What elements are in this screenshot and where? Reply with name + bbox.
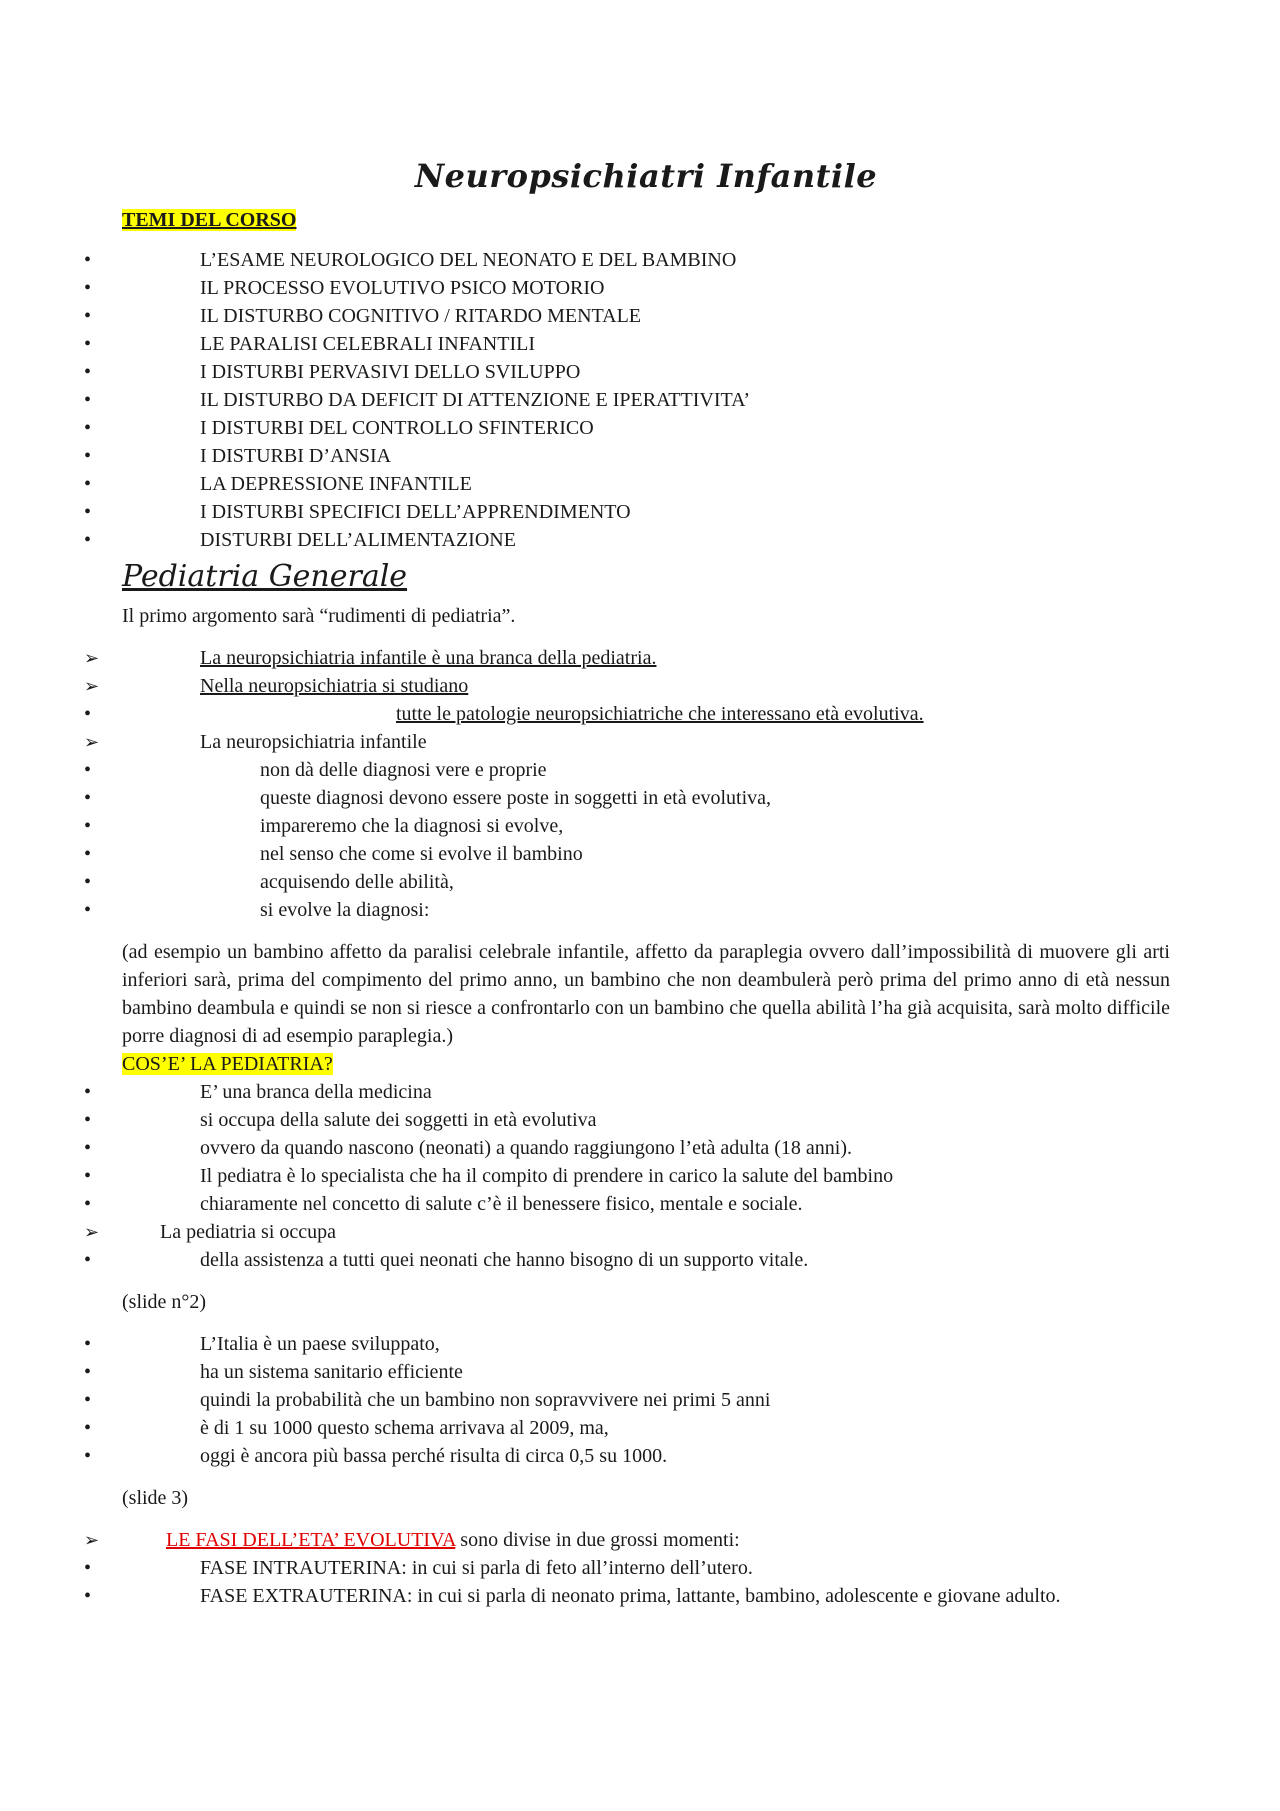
list-item: • acquisendo delle abilità,	[122, 868, 1170, 896]
spacer	[122, 1274, 1170, 1288]
list-item: • L’Italia è un paese sviluppato,	[122, 1330, 1170, 1358]
pediatria-list	[122, 644, 1170, 924]
list-item: • della assistenza a tutti quei neonati che hanno bisogno di un supporto vitale.	[122, 1246, 1170, 1274]
list-item: • I DISTURBI SPECIFICI DELL’APPRENDIMENTO	[122, 498, 1170, 526]
list-item: • I DISTURBI DEL CONTROLLO SFINTERICO	[122, 414, 1170, 442]
intro-text: Il primo argomento sarà “rudimenti di pediatria”.	[122, 605, 516, 627]
list-item: • E’ una branca della medicina	[122, 1078, 1170, 1106]
cose-list	[122, 1078, 1170, 1274]
list-item: ➢ La neuropsichiatria infantile	[122, 728, 1170, 756]
slide2-label: (slide n°2)	[122, 1291, 207, 1313]
list-item: • ovvero da quando nascono (neonati) a quando raggiungono l’età adulta (18 anni).	[122, 1134, 1170, 1162]
slide3-label: (slide 3)	[122, 1487, 189, 1509]
list-item: • non dà delle diagnosi vere e proprie	[122, 756, 1170, 784]
slide2-list	[122, 1330, 1170, 1470]
list-item: • oggi è ancora più bassa perché risulta di circa 0,5 su 1000.	[122, 1442, 1170, 1470]
list-item: • IL PROCESSO EVOLUTIVO PSICO MOTORIO	[122, 274, 1170, 302]
fasi-heading-rest: sono divise in due grossi momenti:	[455, 1529, 740, 1551]
list-item: • quindi la probabilità che un bambino non sopravvivere nei primi 5 anni	[122, 1386, 1170, 1414]
list-item: • LE PARALISI CELEBRALI INFANTILI	[122, 330, 1170, 358]
list-item-text: Nella neuropsichiatria si studiano	[200, 675, 469, 697]
spacer	[122, 1470, 1170, 1484]
list-item: • DISTURBI DELL’ALIMENTAZIONE	[122, 526, 1170, 554]
list-item: • ha un sistema sanitario efficiente	[122, 1358, 1170, 1386]
document-content	[122, 150, 1170, 1610]
list-item: • FASE EXTRAUTERINA: in cui si parla di neonato prima, lattante, bambino, adolescente e giovane adulto.	[122, 1582, 1170, 1610]
list-item: • chiaramente nel concetto di salute c’è il benessere fisico, mentale e sociale.	[122, 1190, 1170, 1218]
pediatria-heading: Pediatria Generale	[122, 559, 408, 594]
list-item: • nel senso che come si evolve il bambino	[122, 840, 1170, 868]
list-item	[122, 644, 1170, 672]
spacer	[122, 1316, 1170, 1330]
list-item: • Il pediatra è lo specialista che ha il compito di prendere in carico la salute del bambino	[122, 1162, 1170, 1190]
list-item	[122, 1526, 1170, 1554]
list-item-text: La neuropsichiatria infantile è una branca della pediatria.	[200, 647, 657, 669]
list-item	[122, 700, 1170, 728]
list-item: • si evolve la diagnosi:	[122, 896, 1170, 924]
list-item: • è di 1 su 1000 questo schema arrivava al 2009, ma,	[122, 1414, 1170, 1442]
example-paragraph: (ad esempio un bambino affetto da paralisi celebrale infantile, affetto da paraplegia ovvero dall’impossibilità di muovere gli arti inferiori sarà, prima del compimento del primo anno, un bambino che non deambulerà però prima del primo anno di età nessun bambino deambula e quindi se non si riesce a confrontarlo con un bambino che quella abilità l’ha già acquisita, sarà molto difficile porre diagnosi di ad esempio paraplegia.)	[122, 941, 1170, 1047]
list-item	[122, 672, 1170, 700]
spacer	[122, 924, 1170, 938]
cose-heading-text: COS’E’ LA PEDIATRIA?	[122, 1053, 333, 1075]
list-item: • IL DISTURBO DA DEFICIT DI ATTENZIONE E IPERATTIVITA’	[122, 386, 1170, 414]
list-item: • L’ESAME NEUROLOGICO DEL NEONATO E DEL BAMBINO	[122, 246, 1170, 274]
fasi-list	[122, 1526, 1170, 1610]
list-item: ➢ La pediatria si occupa	[122, 1218, 1170, 1246]
temi-heading-text: TEMI DEL CORSO	[122, 209, 297, 231]
spacer	[122, 630, 1170, 644]
spacer	[122, 1512, 1170, 1526]
list-item-text: tutte le patologie neuropsichiatriche che interessano età evolutiva.	[396, 703, 924, 725]
list-item: • IL DISTURBO COGNITIVO / RITARDO MENTALE	[122, 302, 1170, 330]
list-item: • si occupa della salute dei soggetti in età evolutiva	[122, 1106, 1170, 1134]
list-item: • queste diagnosi devono essere poste in soggetti in età evolutiva,	[122, 784, 1170, 812]
fasi-heading-text: LE FASI DELL’ETA’ EVOLUTIVA	[166, 1529, 456, 1551]
temi-list	[122, 246, 1170, 554]
list-item: • impareremo che la diagnosi si evolve,	[122, 812, 1170, 840]
list-item: • I DISTURBI PERVASIVI DELLO SVILUPPO	[122, 358, 1170, 386]
temi-heading	[122, 206, 1170, 234]
list-item: • LA DEPRESSIONE INFANTILE	[122, 470, 1170, 498]
cose-heading	[122, 1050, 1170, 1078]
list-item: • I DISTURBI D’ANSIA	[122, 442, 1170, 470]
list-item: • FASE INTRAUTERINA: in cui si parla di feto all’interno dell’utero.	[122, 1554, 1170, 1582]
document-title: Neuropsichiatri Infantile	[414, 157, 878, 195]
